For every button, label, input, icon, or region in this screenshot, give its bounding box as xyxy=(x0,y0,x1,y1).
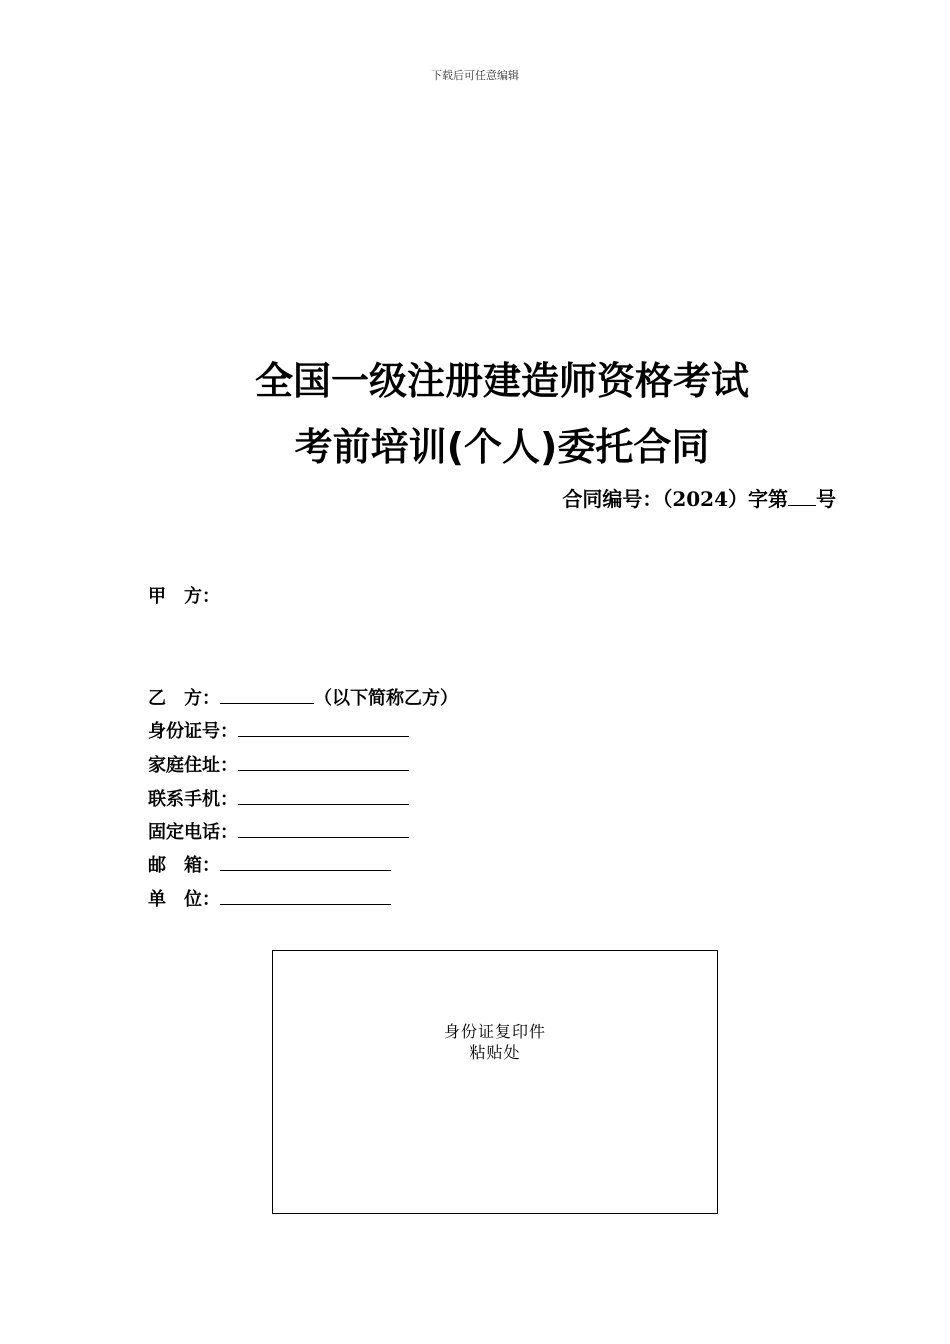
contract-title-line1: 全国一级注册建造师资格考试 xyxy=(254,359,749,403)
home-address-field xyxy=(148,752,409,776)
party-b-field xyxy=(148,685,458,709)
id-number-label: 身份证号： xyxy=(148,721,238,742)
landline-label: 固定电话： xyxy=(148,822,238,843)
landline-field xyxy=(148,819,409,843)
mobile-field xyxy=(148,786,409,810)
contract-number-blank[interactable] xyxy=(788,489,816,506)
email-label: 邮 箱： xyxy=(148,855,220,876)
id-copy-paste-box xyxy=(272,950,718,1214)
contract-number-suffix: 号 xyxy=(816,487,836,511)
header-note: 下载后可任意编辑 xyxy=(431,69,519,82)
contract-number xyxy=(562,483,836,512)
id-number-field xyxy=(148,718,409,742)
party-b-blank[interactable] xyxy=(220,685,314,704)
party-a-field xyxy=(148,585,220,609)
contract-title-line2: 考前培训(个人)委托合同 xyxy=(294,425,710,469)
email-blank[interactable] xyxy=(220,852,391,871)
employer-blank[interactable] xyxy=(220,886,391,905)
id-number-blank[interactable] xyxy=(238,718,409,737)
id-box-text xyxy=(273,1021,717,1063)
employer-label: 单 位： xyxy=(148,889,220,910)
party-b-label: 乙 方： xyxy=(148,688,220,709)
party-a-label: 甲 方： xyxy=(148,586,220,607)
party-b-suffix: （以下简称乙方） xyxy=(314,688,458,709)
home-address-label: 家庭住址： xyxy=(148,755,238,776)
mobile-label: 联系手机： xyxy=(148,789,238,810)
mobile-blank[interactable] xyxy=(238,786,409,805)
landline-blank[interactable] xyxy=(238,819,409,838)
home-address-blank[interactable] xyxy=(238,752,409,771)
id-box-line1: 身份证复印件 xyxy=(443,1022,546,1041)
email-field xyxy=(148,852,391,876)
id-box-line2: 粘贴处 xyxy=(469,1043,521,1062)
employer-field xyxy=(148,886,391,910)
contract-number-prefix: 合同编号：（2024）字第 xyxy=(562,487,788,511)
